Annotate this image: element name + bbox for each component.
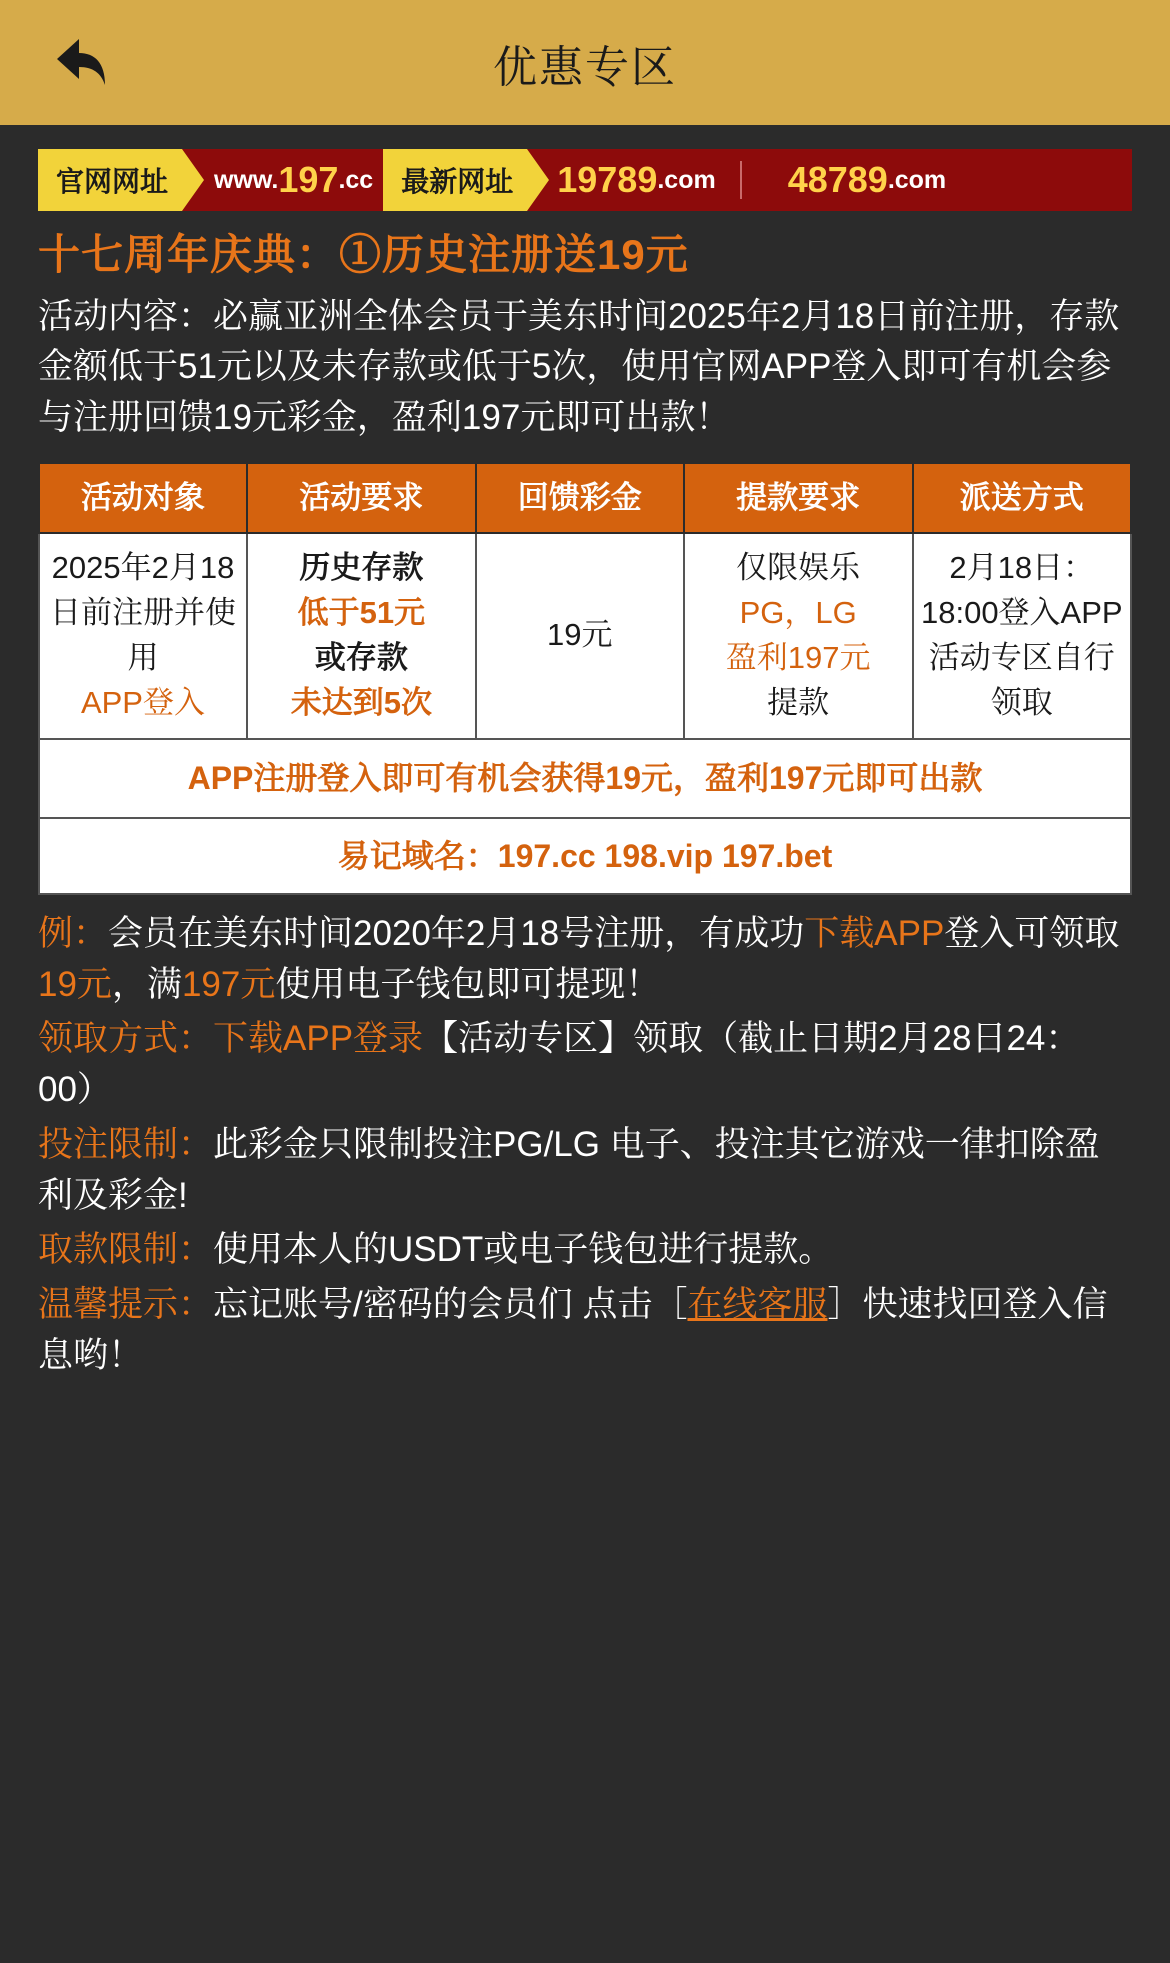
note-withdraw-limit-label: 取款限制：	[38, 1230, 214, 1270]
cell-requirement-line3: 或存款	[314, 639, 408, 675]
note-withdraw-limit	[38, 1225, 1132, 1276]
domain-banner	[38, 149, 1132, 211]
note-reminder-p0: 忘记账号/密码的会员们 点击［	[213, 1285, 688, 1325]
promo-page	[0, 125, 1170, 1426]
official-site-url-prefix: www.	[214, 165, 279, 194]
official-site-url-suffix: .cc	[338, 165, 374, 194]
banner-divider	[740, 161, 742, 199]
cell-withdraw-line3: 盈利197元	[725, 639, 871, 675]
note-example-label: 例：	[38, 913, 109, 953]
newest-site-url-1[interactable]	[527, 149, 725, 211]
newest-site-url-1-suffix: .com	[657, 165, 716, 194]
cell-withdraw	[684, 533, 913, 739]
note-example-p0: 会员在美东时间2020年2月18号注册，有成功	[108, 913, 805, 953]
table-header-delivery: 派送方式	[913, 463, 1131, 533]
cell-withdraw-line1: 仅限娱乐	[736, 550, 861, 586]
note-example-p2: 登入可领取	[944, 913, 1120, 953]
table-header-requirement: 活动要求	[247, 463, 476, 533]
note-example-p6: 使用电子钱包即可提现！	[275, 964, 661, 1004]
table-domains-row	[39, 818, 1131, 894]
table-header-row	[39, 463, 1131, 533]
note-claim-p1: 【活动专区】领取（截止日期2月28日24：00）	[38, 1019, 1081, 1110]
table-header-bonus: 回馈彩金	[476, 463, 684, 533]
cell-target	[39, 533, 247, 739]
page-title: 优惠专区	[493, 42, 677, 92]
promo-intro-text: 活动内容：必赢亚洲全体会员于美东时间2025年2月18日前注册，存款金额低于51元以及未存款或低于5次，使用官网APP登入即可有机会参与注册回馈19元彩金，盈利197元即可出款！	[38, 296, 1120, 437]
cell-requirement-line4: 未达到5次	[290, 684, 432, 720]
promo-notes	[38, 909, 1132, 1382]
table-row	[39, 533, 1131, 739]
table-footer-row	[39, 739, 1131, 818]
back-arrow-icon[interactable]	[46, 28, 116, 98]
table-header-withdraw: 提款要求	[684, 463, 913, 533]
official-site-url[interactable]	[182, 149, 383, 211]
promo-table	[38, 462, 1132, 895]
official-site-url-main: 197	[278, 159, 339, 200]
app-header	[0, 0, 1170, 125]
note-example-p3: 19元	[38, 964, 112, 1004]
newest-site-url-2-suffix: .com	[887, 165, 947, 194]
note-claim-method	[38, 1014, 1132, 1116]
note-withdraw-limit-text: 使用本人的USDT或电子钱包进行提款。	[213, 1230, 834, 1270]
note-claim-p0: 下载APP登录	[213, 1019, 424, 1059]
cell-requirement	[247, 533, 476, 739]
note-reminder-label: 温馨提示：	[38, 1285, 214, 1325]
note-example	[38, 909, 1132, 1011]
cell-withdraw-line2: PG，LG	[739, 594, 857, 630]
note-reminder-p2: ］快速找回登入信息哟！	[38, 1285, 1108, 1375]
newest-site-tag: 最新网址	[383, 149, 527, 211]
cell-delivery: 2月18日：18:00登入APP活动专区自行领取	[913, 533, 1131, 739]
cell-target-line2: APP登入	[80, 684, 205, 720]
newest-site-url-1-main: 19789	[557, 159, 658, 200]
table-domains-cell[interactable]	[39, 818, 1131, 894]
newest-site-url-2[interactable]	[756, 149, 956, 211]
table-header-target: 活动对象	[39, 463, 247, 533]
table-domains-value: 197.cc 198.vip 197.bet	[497, 837, 833, 874]
online-support-link[interactable]: 在线客服	[687, 1285, 828, 1325]
cell-withdraw-line4: 提款	[767, 684, 830, 720]
note-bet-limit-text: 此彩金只限制投注PG/LG 电子、投注其它游戏一律扣除盈利及彩金!	[38, 1124, 1100, 1215]
cell-bonus: 19元	[476, 533, 684, 739]
note-reminder	[38, 1280, 1132, 1382]
note-claim-label: 领取方式：	[38, 1019, 214, 1059]
cell-target-line1: 2025年2月18日前注册并使用	[49, 550, 236, 675]
note-example-p5: 197元	[181, 964, 276, 1004]
cell-requirement-line2: 低于51元	[297, 594, 426, 630]
note-example-p1: 下载APP	[804, 913, 945, 953]
cell-requirement-line1: 历史存款	[299, 550, 424, 586]
promo-title: 十七周年庆典：①历史注册送19元	[38, 231, 689, 278]
table-footer-text: APP注册登入即可有机会获得19元，盈利197元即可出款	[39, 739, 1131, 818]
note-example-p4: ，满	[111, 964, 182, 1004]
note-bet-limit	[38, 1120, 1132, 1222]
official-site-tag: 官网网址	[38, 149, 182, 211]
table-domains-label: 易记域名：	[337, 837, 498, 874]
newest-site-url-2-main: 48789	[787, 159, 888, 200]
note-bet-limit-label: 投注限制：	[38, 1124, 214, 1164]
